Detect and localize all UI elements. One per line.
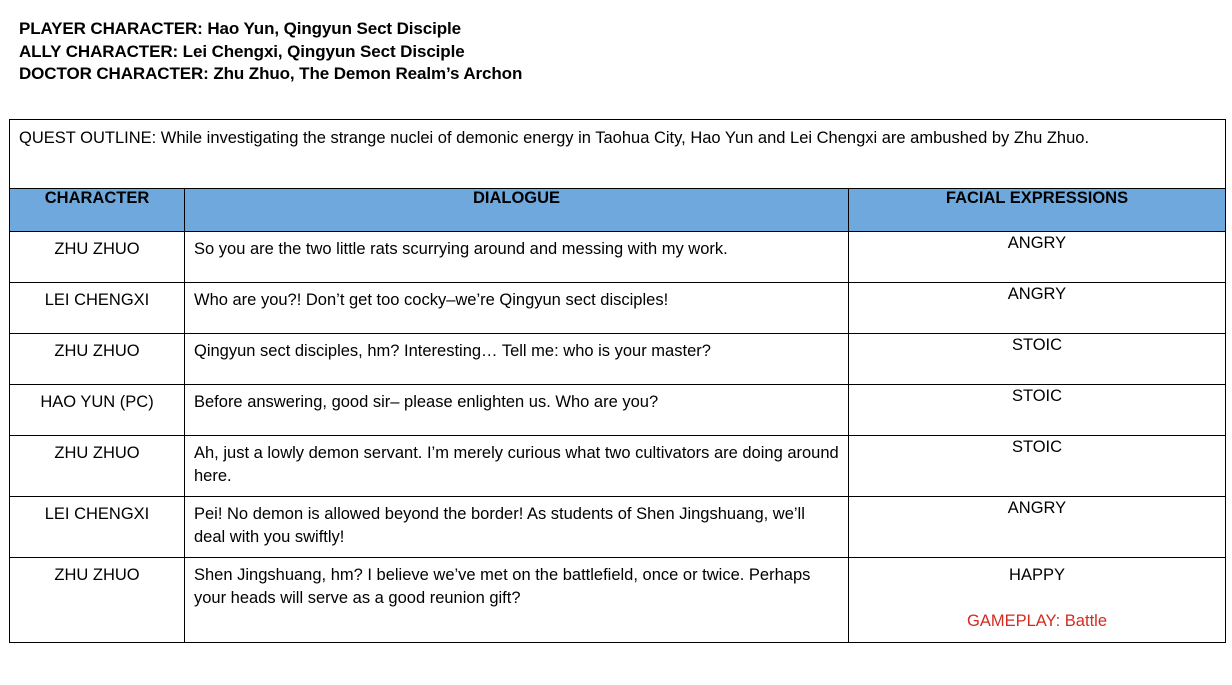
character-cell: ZHU ZHUO <box>10 334 185 385</box>
table-row <box>10 436 1226 497</box>
table-header-row <box>10 189 1226 232</box>
character-cell: LEI CHENGXI <box>10 497 185 558</box>
table-row <box>10 385 1226 436</box>
expression-cell: STOIC <box>849 385 1226 436</box>
expression-cell <box>849 558 1226 643</box>
dialogue-cell: Shen Jingshuang, hm? I believe we’ve met on the battlefield, once or twice. Perhaps your heads will serve as a good reunion gift? <box>185 558 849 643</box>
character-cell: ZHU ZHUO <box>10 558 185 643</box>
player-character-line: PLAYER CHARACTER: Hao Yun, Qingyun Sect Disciple <box>19 19 461 38</box>
column-header-facial-expressions: FACIAL EXPRESSIONS <box>849 189 1226 232</box>
expression-label: HAPPY <box>1009 566 1065 584</box>
dialogue-cell: Who are you?! Don’t get too cocky–we’re Qingyun sect disciples! <box>185 283 849 334</box>
table-row <box>10 497 1226 558</box>
table-row <box>10 232 1226 283</box>
table-row <box>10 283 1226 334</box>
column-header-character: CHARACTER <box>10 189 185 232</box>
table-row <box>10 334 1226 385</box>
character-list <box>19 18 522 86</box>
column-header-dialogue: DIALOGUE <box>185 189 849 232</box>
expression-cell: ANGRY <box>849 497 1226 558</box>
dialogue-table <box>9 119 1226 643</box>
doctor-character-line: DOCTOR CHARACTER: Zhu Zhuo, The Demon Realm’s Archon <box>19 64 523 83</box>
dialogue-cell: Qingyun sect disciples, hm? Interesting… Tell me: who is your master? <box>185 334 849 385</box>
quest-outline: QUEST OUTLINE: While investigating the strange nuclei of demonic energy in Taohua City, Hao Yun and Lei Chengxi are ambushed by Zhu Zhuo. <box>10 120 1226 189</box>
expression-cell: ANGRY <box>849 283 1226 334</box>
gameplay-note: GAMEPLAY: Battle <box>966 611 1107 630</box>
expression-cell: ANGRY <box>849 232 1226 283</box>
character-cell: LEI CHENGXI <box>10 283 185 334</box>
table-row <box>10 558 1226 643</box>
dialogue-cell: Ah, just a lowly demon servant. I’m merely curious what two cultivators are doing around here. <box>185 436 849 497</box>
dialogue-cell: Pei! No demon is allowed beyond the border! As students of Shen Jingshuang, we’ll deal with you swiftly! <box>185 497 849 558</box>
expression-cell: STOIC <box>849 436 1226 497</box>
expression-cell: STOIC <box>849 334 1226 385</box>
character-cell: HAO YUN (PC) <box>10 385 185 436</box>
quest-outline-row <box>10 120 1226 189</box>
dialogue-cell: Before answering, good sir– please enlighten us. Who are you? <box>185 385 849 436</box>
ally-character-line: ALLY CHARACTER: Lei Chengxi, Qingyun Sect Disciple <box>19 41 465 61</box>
character-cell: ZHU ZHUO <box>10 436 185 497</box>
character-cell: ZHU ZHUO <box>10 232 185 283</box>
dialogue-cell: So you are the two little rats scurrying around and messing with my work. <box>185 232 849 283</box>
